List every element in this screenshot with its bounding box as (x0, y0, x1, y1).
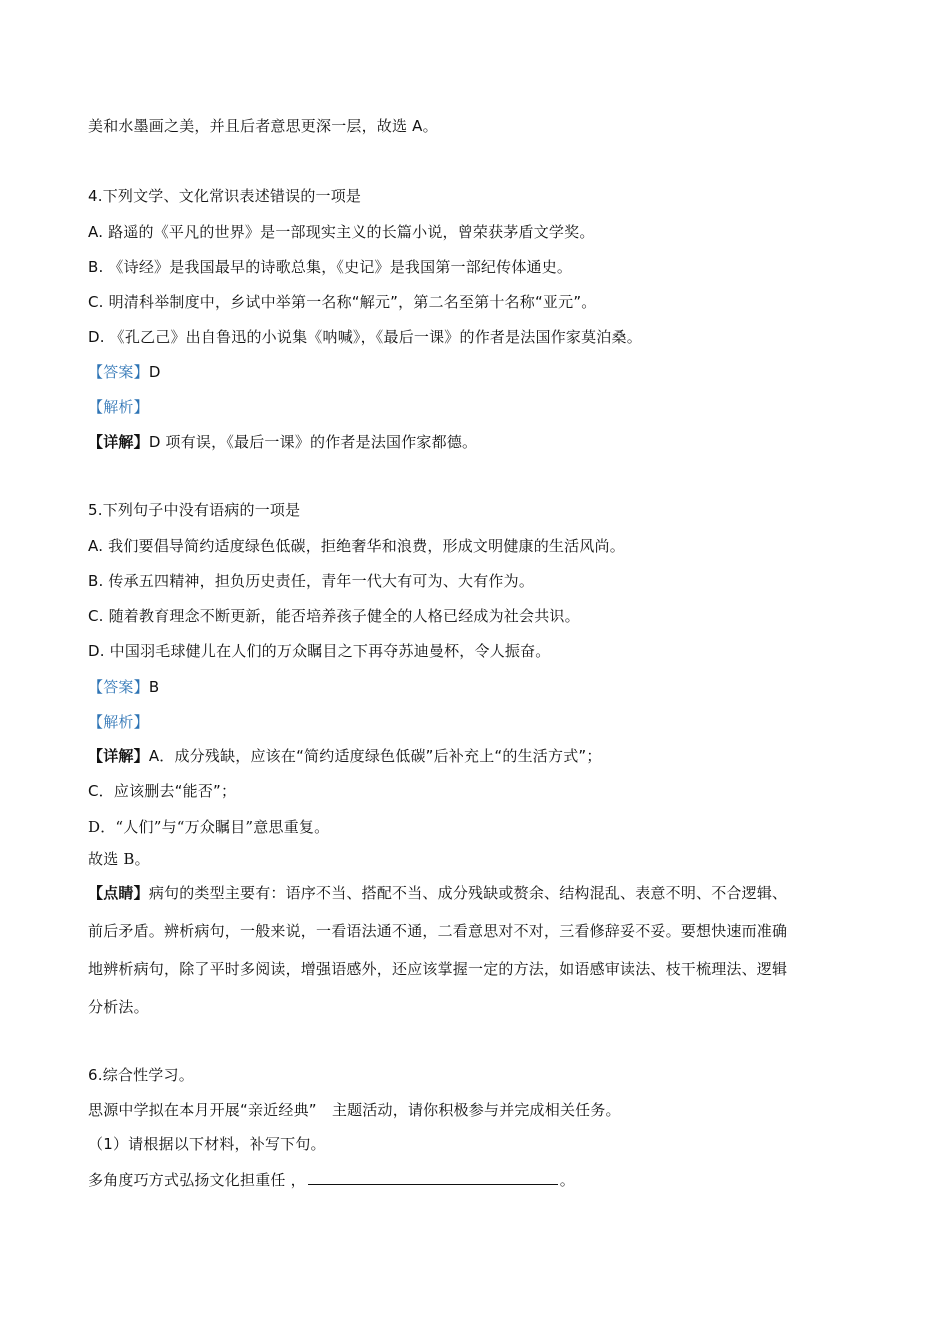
q3-tail-text: 美和水墨画之美，并且后者意思更深一层，故选 A。 (88, 117, 438, 135)
q4-option-b: B. 《诗经》是我国最早的诗歌总集，《史记》是我国第一部纪传体通史。 (88, 258, 573, 276)
answer-value: D (148, 363, 161, 381)
q5-option-c: C. 随着教育理念不断更新，能否培养孩子健全的人格已经成为社会共识。 (88, 607, 580, 625)
q5-option-b: B. 传承五四精神，担负历史责任，青年一代大有可为、大有作为。 (88, 572, 535, 590)
fill-suffix: 。 (559, 1171, 575, 1189)
answer-tag: 【答案】 (88, 363, 149, 381)
q4-detail (88, 432, 477, 452)
answer-blank[interactable] (308, 1168, 558, 1185)
q5-tip-line3: 地辨析病句，除了平时多阅读，增强语感外，还应该掌握一定的方法，如语感审读法、枝干梳理法、逻辑 (88, 960, 788, 978)
q4-option-a: A. 路遥的《平凡的世界》是一部现实主义的长篇小说，曾荣获茅盾文学奖。 (88, 223, 595, 241)
answer-tag: 【答案】 (88, 678, 149, 696)
q5-tip-line4: 分析法。 (88, 998, 149, 1016)
detail-tag: 【详解】 (88, 433, 149, 451)
q6-sub1: （1）请根据以下材料，补写下句。 (88, 1135, 326, 1153)
q6-fill-line (88, 1168, 575, 1190)
q6-intro: 思源中学拟在本月开展“亲近经典” 主题活动，请你积极参与并完成相关任务。 (88, 1101, 621, 1119)
q4-stem: 4.下列文学、文化常识表述错误的一项是 (88, 187, 362, 205)
q5-detail-c: C．应该删去“能否”； (88, 782, 237, 800)
tip-text: 病句的类型主要有：语序不当、搭配不当、成分残缺或赘余、结构混乱、表意不明、不合逻辑、 (148, 884, 788, 902)
q4-analysis-tag: 【解析】 (88, 398, 149, 416)
q5-analysis-tag: 【解析】 (88, 713, 149, 731)
q5-stem: 5.下列句子中没有语病的一项是 (88, 501, 301, 519)
q4-option-d: D. 《孔乙己》出自鲁迅的小说集《呐喊》，《最后一课》的作者是法国作家莫泊桑。 (88, 328, 642, 346)
q5-conclusion: 故选 B。 (88, 850, 150, 868)
detail-text: A．成分残缺，应该在“简约适度绿色低碳”后补充上“的生活方式”； (148, 747, 602, 765)
q5-option-d: D. 中国羽毛球健儿在人们的万众瞩目之下再夺苏迪曼杯，令人振奋。 (88, 642, 551, 660)
q5-detail-d: D．“人们”与“万众瞩目”意思重复。 (88, 818, 330, 836)
tip-tag: 【点睛】 (88, 884, 149, 902)
q5-tip-line2: 前后矛盾。辨析病句，一般来说，一看语法通不通，二看意思对不对，三看修辞妥不妥。要想快速而准确 (88, 922, 788, 940)
answer-value: B (148, 678, 160, 696)
q5-answer (88, 677, 159, 697)
q4-option-c: C. 明清科举制度中，乡试中举第一名称“解元”，第二名至第十名称“亚元”。 (88, 293, 597, 311)
detail-tag: 【详解】 (88, 747, 149, 765)
q4-answer (88, 362, 161, 382)
q5-detail-a (88, 746, 602, 766)
q5-option-a: A. 我们要倡导简约适度绿色低碳，拒绝奢华和浪费，形成文明健康的生活风尚。 (88, 537, 625, 555)
fill-prefix: 多角度巧方式弘扬文化担重任 ， (88, 1171, 306, 1189)
q5-tip-line1 (88, 883, 787, 903)
q6-stem: 6.综合性学习。 (88, 1066, 194, 1084)
detail-text: D 项有误，《最后一课》的作者是法国作家都德。 (148, 433, 478, 451)
